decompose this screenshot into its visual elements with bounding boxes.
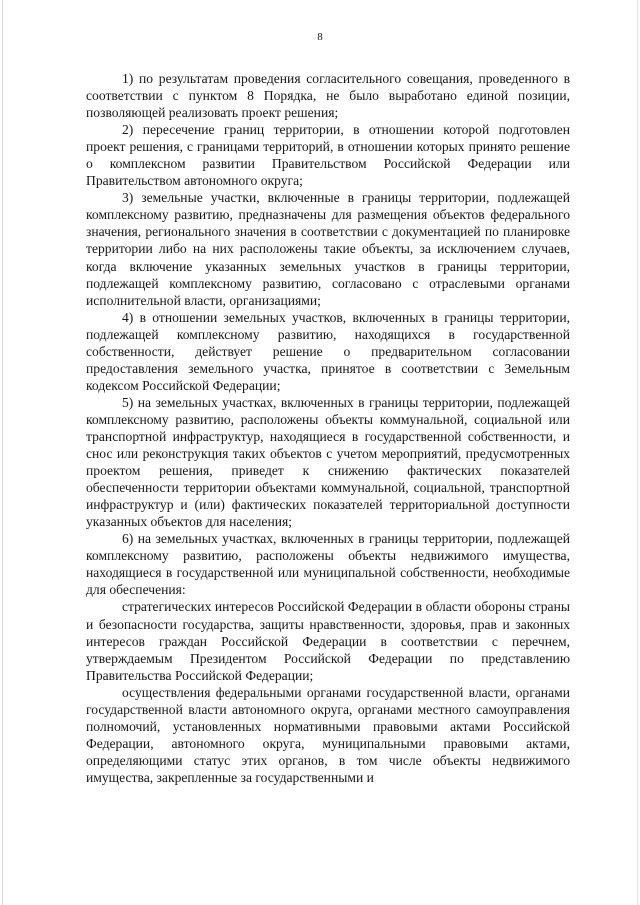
paragraph-subitem-strategic: стратегических интересов Российской Федерации в области обороны страны и безопасности государства, защиты нравственности, здоровья, прав и законных интересов граждан Российской Федерации в соответствии с перечнем, утверждаемым Президентом Российской Федерации по представлению Правительства Российской Федерации;	[86, 599, 570, 683]
scan-edge-left	[2, 0, 3, 905]
paragraph-item-1: 1) по результатам проведения согласительного совещания, проведенного в соответствии с пунктом 8 Порядка, не было выработано единой позиции, позволяющей реализовать проект решения;	[86, 71, 570, 121]
scan-edge-right	[637, 0, 638, 905]
paragraph-item-3: 3) земельные участки, включенные в границы территории, подлежащей комплексному развитию, предназначены для размещения объектов федерального значения, регионального значения в соответствии с документацией по планировке территории либо на них расположены такие объекты, за исключением случаев, когда включение указанных земельных участков в границы территории, подлежащей комплексному развитию, согласовано с отраслевыми органами исполнительной власти, организациями;	[86, 190, 570, 308]
paragraph-item-6: 6) на земельных участках, включенных в границы территории, подлежащей комплексному развитию, расположены объекты недвижимого имущества, находящиеся в государственной или муниципальной собственности, необходимые для обеспечения:	[86, 531, 570, 598]
paragraph-subitem-authorities: осуществления федеральными органами государственной власти, органами государственной власти автономного округа, органами местного самоуправления полномочий, установленных нормативными правовыми актами Российской Федерации, автономного округа, муниципальными правовыми актами, определяющими статус этих органов, в том числе объекты недвижимого имущества, закрепленные за государственными и	[86, 684, 570, 785]
paragraph-item-5: 5) на земельных участках, включенных в границы территории, подлежащей комплексному развитию, расположены объекты коммунальной, социальной или транспортной инфраструктур, находящиеся в государственной собственности, и снос или реконструкция таких объектов с учетом мероприятий, предусмотренных проектом решения, приведет к снижению фактических показателей обеспеченности территории объектами коммунальной, социальной, транспортной инфраструктур и (или) фактических показателей территориальной доступности указанных объектов для населения;	[86, 394, 570, 530]
paragraph-item-2: 2) пересечение границ территории, в отношении которой подготовлен проект решения, с границами территорий, в отношении которых принято решение о комплексном развитии Правительством Российской Федерации или Правительством автономного округа;	[86, 122, 570, 189]
document-body	[86, 70, 570, 786]
paragraph-item-4: 4) в отношении земельных участков, включенных в границы территории, подлежащей комплексному развитию, находящихся в государственной собственности, действует решение о предварительном согласовании предоставления земельного участка, принятое в соответствии с Земельным кодексом Российской Федерации;	[86, 309, 570, 393]
page-number: 8	[317, 31, 323, 43]
